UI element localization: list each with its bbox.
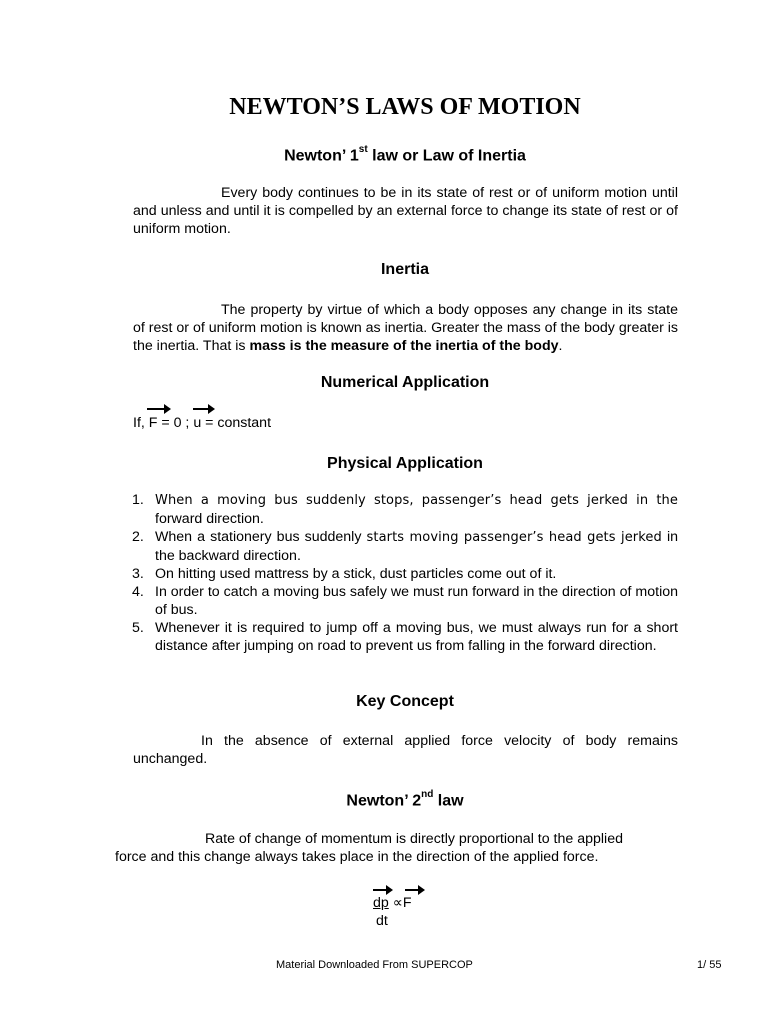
first-law-text-first: Every body continues to be in its state of rest or of uniform motion [221, 185, 647, 201]
list-text: in the backward direction. [155, 529, 678, 564]
proportionality-formula [373, 894, 453, 912]
formula-numerator: dp [373, 895, 389, 911]
list-item [132, 565, 678, 583]
force-vector-arrow [405, 889, 423, 891]
heading-sup: nd [421, 789, 434, 800]
page-title: NEWTON’S LAWS OF MOTION [229, 94, 581, 120]
key-concept-heading: Key Concept [356, 693, 454, 710]
first-law-heading [0, 146, 768, 165]
list-text: forward direction. [155, 511, 264, 527]
list-item [132, 583, 678, 619]
numerical-formula: If, F = 0 ; u = constant [133, 415, 272, 431]
list-number: 3. [132, 566, 144, 582]
first-law-paragraph [133, 184, 678, 238]
list-text: When a moving bus suddenly stops, passenger’s head gets jerked in the [155, 493, 678, 508]
second-law-paragraph-rest: force and this change always takes place in the direction of the applied force. [115, 849, 599, 865]
heading-suffix: law [433, 792, 464, 810]
key-concept-text-rest: unchanged. [133, 751, 208, 767]
list-number: 5. [132, 620, 144, 636]
heading-suffix: law or Law of Inertia [367, 147, 526, 165]
inertia-text-rest: state of rest or of uniform motion is known as inertia. Greater the mass of the body greater is the inertia. That is [133, 302, 678, 354]
force-vector-arrow [147, 408, 169, 410]
list-text: starts moving passenger’s head gets jerked [366, 530, 662, 545]
list-text: Whenever it is required to jump off a moving bus, we must always run for a short distance after jumping on road to prevent us from falling in the forward direction. [155, 620, 678, 654]
list-item [132, 528, 678, 565]
key-concept-text-first: In the absence of external applied force velocity of body remains [201, 733, 678, 749]
list-item [132, 491, 678, 528]
list-text: On hitting used mattress by a stick, dust particles come out of it. [155, 566, 557, 582]
second-law-text-first: Rate of change of momentum is directly proportional to the applied [205, 831, 623, 847]
formula-force: F [402, 895, 412, 911]
inertia-paragraph [133, 301, 678, 355]
list-number: 1. [132, 492, 144, 508]
formula-denominator: dt [376, 913, 388, 929]
heading-prefix: Newton’ 2 [346, 792, 422, 810]
key-concept-paragraph [133, 732, 678, 768]
physical-heading: Physical Application [327, 455, 483, 472]
heading-sup: st [358, 144, 368, 155]
list-number: 2. [132, 529, 144, 545]
second-law-paragraph-first [133, 830, 678, 848]
proportional-symbol: ∝ [392, 895, 403, 911]
velocity-vector-arrow [193, 408, 213, 410]
list-text: In order to catch a moving bus safely we must run forward in the direction of motion of bus. [155, 584, 678, 618]
physical-list [132, 491, 678, 655]
inertia-text-first: The property by virtue of which a body opposes any change in its [221, 302, 643, 318]
inertia-text-end: . [558, 338, 563, 354]
list-number: 4. [132, 584, 144, 600]
page-number: 1/ 55 [697, 959, 722, 971]
inertia-text-bold: mass is the measure of the inertia of the body [249, 338, 559, 354]
first-law-text-rest: until and unless and until it is compelled by an external force to change its state of rest or of uniform motion. [133, 185, 678, 237]
inertia-heading: Inertia [380, 261, 429, 278]
list-item [132, 619, 678, 655]
list-text: When a stationery bus suddenly [155, 529, 367, 545]
footer-source: Material Downloaded From SUPERCOP [276, 959, 473, 971]
numerical-heading: Numerical Application [320, 374, 490, 391]
heading-prefix: Newton’ 1 [284, 147, 359, 165]
momentum-vector-arrow [373, 889, 391, 891]
second-law-heading [0, 791, 768, 810]
